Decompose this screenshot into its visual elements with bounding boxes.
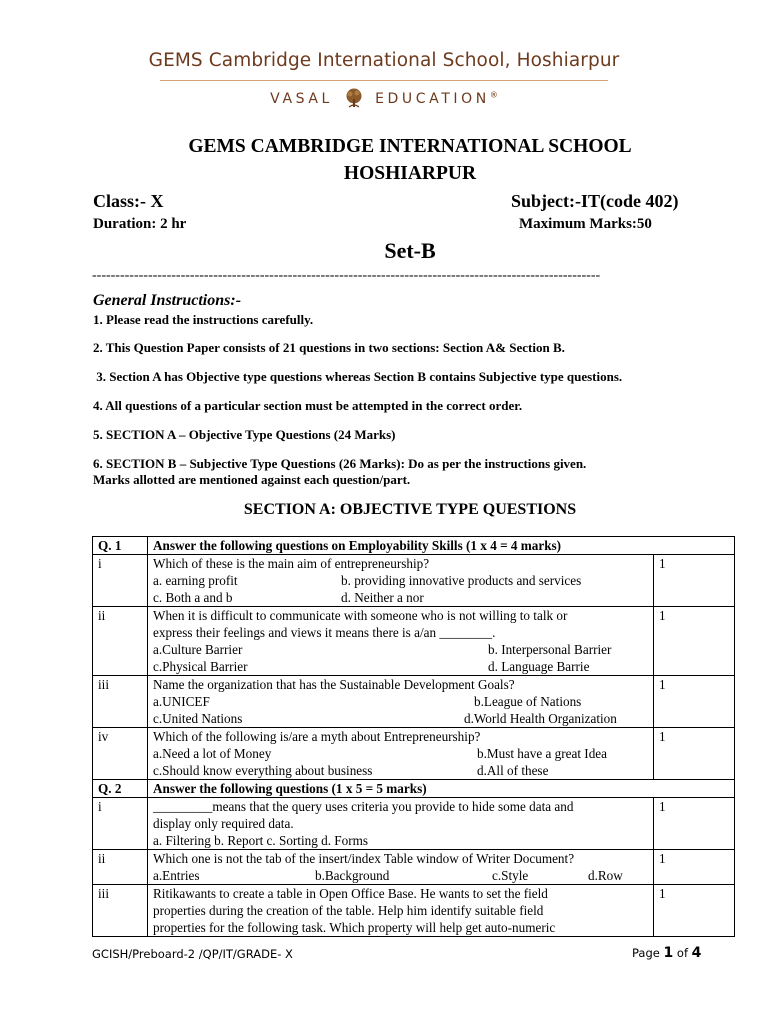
part-content — [148, 728, 654, 780]
part-number: iii — [93, 885, 148, 937]
option-line — [153, 658, 648, 675]
option-line — [153, 572, 648, 589]
question-number: Q. 2 — [93, 780, 148, 798]
instruction-6: 6. SECTION B – Subjective Type Questions (26 Marks): Do as per the instructions given. — [93, 456, 587, 471]
marks: 1 — [654, 728, 735, 780]
registered-mark: ® — [489, 90, 498, 100]
question-text: _________means that the query uses criteria you provide to hide some data and — [153, 799, 574, 814]
marks: 1 — [654, 798, 735, 850]
option-line — [153, 693, 648, 710]
table-row — [93, 885, 735, 937]
option-line — [153, 641, 648, 658]
marks: 1 — [654, 555, 735, 607]
part-number: ii — [93, 850, 148, 885]
marks: 1 — [654, 607, 735, 676]
option-d: d. Language Barrie — [488, 659, 590, 674]
part-content — [148, 555, 654, 607]
option-line — [153, 745, 648, 762]
question-text: Name the organization that has the Sustainable Development Goals? — [153, 677, 515, 692]
question-text: When it is difficult to communicate with someone who is not willing to talk or — [153, 608, 568, 623]
question-heading: Answer the following questions (1 x 5 = 5 marks) — [148, 780, 735, 798]
table-row — [93, 676, 735, 728]
question-text: Which one is not the tab of the insert/index Table window of Writer Document? — [153, 851, 575, 866]
table-row — [93, 537, 735, 555]
tree-logo-icon — [343, 87, 365, 113]
question-text: Ritikawants to create a table in Open Office Base. He wants to set the field — [153, 886, 548, 901]
option-c: c. Both a and b — [153, 590, 233, 605]
set-label: Set-B — [384, 238, 436, 263]
letterhead — [0, 0, 768, 120]
instructions-heading: General Instructions:- — [93, 292, 242, 309]
option-a: a. earning profit — [153, 573, 238, 588]
footer-code: GCISH/Preboard-2 /QP/IT/GRADE- X — [92, 947, 293, 961]
letterhead-school-name: GEMS Cambridge International School, Hoshiarpur — [148, 50, 620, 71]
table-row — [93, 850, 735, 885]
option-line — [153, 867, 648, 884]
part-content — [148, 850, 654, 885]
question-heading: Answer the following questions on Employability Skills (1 x 4 = 4 marks) — [148, 537, 735, 555]
question-text: Which of these is the main aim of entrepreneurship? — [153, 556, 430, 571]
option-d: d.All of these — [477, 763, 549, 778]
max-marks-label: Maximum Marks:50 — [519, 216, 652, 232]
option-c: c.United Nations — [153, 711, 243, 726]
option-a: a.UNICEF — [153, 694, 210, 709]
question-text: display only required data. — [153, 816, 294, 831]
option-d: d.Row — [588, 868, 623, 883]
page-number — [632, 945, 701, 961]
exam-title-line2: HOSHIARPUR — [343, 163, 477, 184]
page-word: Page — [632, 946, 660, 960]
question-number: Q. 1 — [93, 537, 148, 555]
part-number: iv — [93, 728, 148, 780]
class-label: Class:- X — [93, 191, 164, 211]
option-b: b. providing innovative products and services — [341, 573, 582, 588]
part-content — [148, 607, 654, 676]
table-row — [93, 798, 735, 850]
table-row — [93, 728, 735, 780]
option-b: b.Must have a great Idea — [477, 746, 607, 761]
marks: 1 — [654, 676, 735, 728]
page-current: 1 — [663, 945, 674, 961]
page-total: 4 — [691, 945, 702, 961]
part-content — [148, 885, 654, 937]
option-b: b.League of Nations — [474, 694, 582, 709]
table-row — [93, 780, 735, 798]
section-a-title: SECTION A: OBJECTIVE TYPE QUESTIONS — [243, 501, 577, 518]
option-line — [153, 762, 648, 779]
instruction-5: 5. SECTION A – Objective Type Questions (24 Marks) — [93, 427, 396, 442]
option-b: b.Background — [315, 868, 390, 883]
option-line: a. Filtering b. Report c. Sorting d. Forms — [153, 833, 369, 848]
option-b: b. Interpersonal Barrier — [488, 642, 612, 657]
marks: 1 — [654, 850, 735, 885]
dashed-divider: ------------------------------------------------------------------------------------------------------------- — [92, 268, 601, 283]
part-number: i — [93, 555, 148, 607]
option-a: a.Entries — [153, 868, 200, 883]
table-row — [93, 555, 735, 607]
question-text: express their feelings and views it means there is a/an ________. — [153, 625, 496, 640]
part-number: ii — [93, 607, 148, 676]
option-d: d. Neither a nor — [341, 590, 424, 605]
exam-title-line1: GEMS CAMBRIDGE INTERNATIONAL SCHOOL — [188, 136, 632, 157]
question-text: properties for the following task. Which property will help get auto-numeric — [153, 920, 556, 935]
instruction-1: 1. Please read the instructions carefully. — [93, 312, 314, 327]
part-content — [148, 798, 654, 850]
table-row — [93, 607, 735, 676]
instruction-6-cont: Marks allotted are mentioned against each question/part. — [93, 472, 411, 487]
option-line — [153, 589, 648, 606]
subject-label: Subject:-IT(code 402) — [511, 191, 679, 211]
question-text: Which of the following is/are a myth about Entrepreneurship? — [153, 729, 481, 744]
marks: 1 — [654, 885, 735, 937]
question-table — [92, 536, 735, 937]
instruction-3: 3. Section A has Objective type questions whereas Section B contains Subjective type questions. — [93, 369, 623, 384]
part-content — [148, 676, 654, 728]
option-c: c.Should know everything about business — [153, 763, 373, 778]
instruction-4: 4. All questions of a particular section must be attempted in the correct order. — [93, 398, 523, 413]
duration-label: Duration: 2 hr — [93, 216, 187, 232]
option-line — [153, 710, 648, 727]
option-c: c.Style — [492, 868, 529, 883]
brand-left-word: VASAL — [270, 91, 333, 107]
option-c: c.Physical Barrier — [153, 659, 248, 674]
part-number: iii — [93, 676, 148, 728]
letterhead-divider — [160, 80, 608, 81]
question-text: properties during the creation of the table. Help him identify suitable field — [153, 903, 544, 918]
option-d: d.World Health Organization — [464, 711, 617, 726]
option-a: a.Culture Barrier — [153, 642, 243, 657]
letterhead-brand — [0, 87, 768, 113]
of-word: of — [676, 946, 688, 960]
option-a: a.Need a lot of Money — [153, 746, 272, 761]
instruction-2: 2. This Question Paper consists of 21 questions in two sections: Section A& Section B. — [93, 340, 565, 355]
brand-right-word: EDUCATION — [375, 91, 490, 107]
part-number: i — [93, 798, 148, 850]
